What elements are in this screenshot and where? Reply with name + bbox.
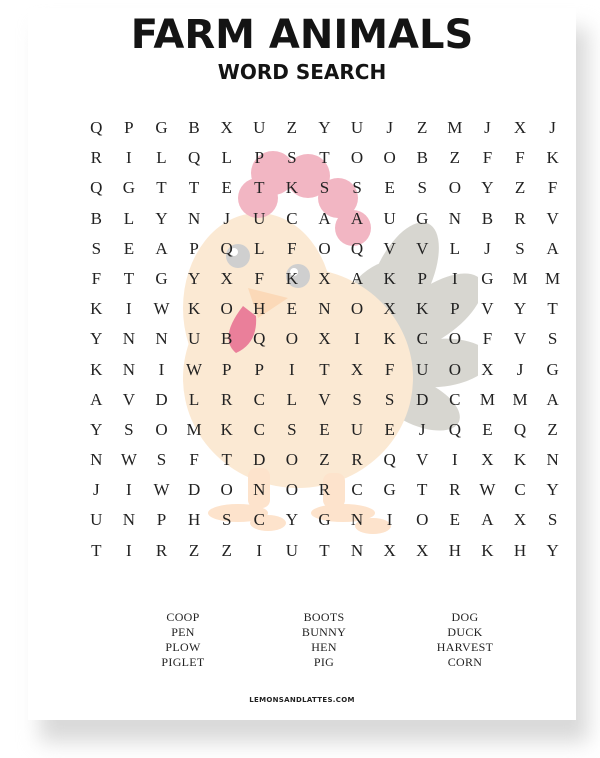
grid-letter: X bbox=[318, 329, 331, 349]
grid-letter: J bbox=[484, 238, 491, 258]
grid-letter: S bbox=[156, 450, 167, 470]
grid-letter: P bbox=[254, 359, 264, 379]
grid-letter: U bbox=[416, 359, 429, 379]
grid-letter: S bbox=[547, 510, 558, 530]
grid-letter: F bbox=[547, 178, 558, 198]
grid-letter: W bbox=[153, 299, 170, 319]
word-column-3 bbox=[420, 610, 510, 670]
grid-letter: Z bbox=[319, 450, 330, 470]
grid-letter: S bbox=[515, 238, 525, 258]
grid-letter: V bbox=[122, 389, 136, 409]
worksheet-page bbox=[28, 8, 576, 720]
grid-letter: I bbox=[451, 450, 458, 470]
grid-letter: K bbox=[285, 178, 298, 198]
grid-letter: S bbox=[384, 389, 395, 409]
grid-letter: I bbox=[354, 329, 360, 349]
grid-letter: F bbox=[515, 148, 525, 168]
word-item: HEN bbox=[311, 640, 337, 654]
grid-letter: M bbox=[186, 419, 202, 439]
grid-letter: G bbox=[122, 178, 136, 198]
grid-letter: D bbox=[416, 389, 429, 409]
grid-letter: R bbox=[514, 208, 526, 228]
word-item: PIG bbox=[313, 655, 335, 669]
grid-letter: L bbox=[221, 148, 232, 168]
grid-letter: H bbox=[448, 540, 461, 560]
grid-letter: N bbox=[318, 299, 331, 319]
grid-letter: F bbox=[482, 329, 493, 349]
site-footer: LEMONSANDLATTES.COM bbox=[249, 696, 355, 704]
grid-letter: N bbox=[155, 329, 168, 349]
grid-letter: I bbox=[126, 540, 132, 560]
grid-letter: B bbox=[221, 329, 233, 349]
word-item: BUNNY bbox=[301, 625, 347, 639]
grid-letter: O bbox=[285, 450, 298, 470]
grid-letter: H bbox=[253, 299, 266, 319]
grid-letter: F bbox=[189, 450, 199, 470]
grid-letter: M bbox=[545, 268, 561, 288]
grid-letter: K bbox=[513, 450, 527, 470]
grid-letter: U bbox=[350, 419, 364, 439]
grid-letter: P bbox=[450, 299, 460, 319]
grid-letter: K bbox=[220, 419, 233, 439]
grid-letter: A bbox=[546, 389, 559, 409]
grid-letter: N bbox=[546, 450, 559, 470]
grid-letter: T bbox=[417, 480, 428, 500]
grid-letter: U bbox=[253, 208, 266, 228]
grid-letter: M bbox=[479, 389, 495, 409]
grid-letter: P bbox=[417, 268, 427, 288]
grid-letter: V bbox=[416, 450, 429, 470]
grid-letter: O bbox=[448, 178, 461, 198]
grid-letter: V bbox=[318, 389, 331, 409]
grid-letter: E bbox=[449, 510, 461, 530]
grid-letter: V bbox=[416, 238, 429, 258]
grid-letter: F bbox=[287, 238, 297, 258]
grid-letter: M bbox=[512, 389, 528, 409]
grid-letter: L bbox=[123, 208, 135, 228]
grid-letter: W bbox=[153, 480, 170, 500]
grid-letter: I bbox=[126, 480, 132, 500]
grid-letter: W bbox=[479, 480, 496, 500]
grid-letter: Z bbox=[547, 419, 558, 439]
grid-letter: Y bbox=[187, 268, 201, 288]
grid-letter: A bbox=[318, 208, 331, 228]
grid-letter: N bbox=[350, 510, 364, 530]
grid-letter: K bbox=[383, 268, 396, 288]
grid-letter: E bbox=[221, 178, 232, 198]
grid-letter: O bbox=[350, 148, 364, 168]
grid-letter: O bbox=[285, 329, 298, 349]
word-item: COOP bbox=[166, 610, 200, 624]
grid-letter: J bbox=[549, 118, 556, 137]
word-item: PEN bbox=[171, 625, 195, 639]
grid-letter: T bbox=[319, 359, 330, 379]
grid-letter: J bbox=[484, 118, 491, 137]
letter-grid bbox=[80, 113, 569, 566]
grid-letter: N bbox=[90, 450, 103, 470]
word-column-1 bbox=[138, 610, 228, 670]
grid-letter: K bbox=[187, 299, 201, 319]
grid-letter: E bbox=[384, 178, 395, 198]
grid-letter: A bbox=[481, 510, 494, 530]
grid-letter: G bbox=[481, 268, 494, 288]
grid-letter: Z bbox=[286, 118, 298, 137]
grid-letter: T bbox=[156, 178, 167, 198]
grid-letter: U bbox=[253, 118, 266, 137]
grid-letter: Q bbox=[513, 419, 527, 439]
grid-letter: Y bbox=[90, 329, 103, 349]
grid-letter: Y bbox=[285, 510, 298, 530]
grid-letter: A bbox=[350, 268, 364, 288]
grid-letter: B bbox=[416, 148, 428, 168]
grid-letter: J bbox=[418, 419, 426, 439]
grid-letter: E bbox=[286, 299, 298, 319]
grid-letter: Q bbox=[383, 450, 396, 470]
grid-letter: Y bbox=[318, 118, 331, 137]
grid-letter: X bbox=[513, 118, 527, 137]
grid-letter: G bbox=[383, 480, 396, 500]
grid-letter: U bbox=[383, 208, 396, 228]
word-list bbox=[28, 610, 576, 670]
word-item: DUCK bbox=[447, 625, 483, 639]
grid-letter: B bbox=[481, 208, 494, 228]
grid-letter: C bbox=[253, 510, 265, 530]
grid-letter: R bbox=[221, 389, 233, 409]
grid-letter: J bbox=[92, 480, 100, 500]
grid-letter: S bbox=[287, 148, 297, 168]
grid-letter: A bbox=[350, 208, 364, 228]
grid-letter: I bbox=[451, 268, 458, 288]
grid-letter: N bbox=[122, 329, 136, 349]
grid-letter: X bbox=[481, 450, 494, 470]
grid-letter: C bbox=[253, 389, 265, 409]
grid-letter: I bbox=[256, 540, 263, 560]
grid-letter: M bbox=[447, 118, 463, 137]
word-item: BOOTS bbox=[303, 610, 345, 624]
grid-letter: L bbox=[156, 148, 167, 168]
grid-letter: A bbox=[90, 389, 103, 409]
grid-letter: O bbox=[448, 329, 461, 349]
grid-letter: C bbox=[351, 480, 363, 500]
grid-letter: Y bbox=[90, 419, 103, 439]
grid-letter: Q bbox=[90, 178, 103, 198]
grid-letter: Z bbox=[221, 540, 232, 560]
grid-letter: X bbox=[416, 540, 429, 560]
grid-letter: O bbox=[318, 238, 331, 258]
grid-letter: O bbox=[220, 480, 233, 500]
grid-letter: V bbox=[383, 238, 396, 258]
grid-letter: J bbox=[386, 118, 393, 137]
grid-letter: Q bbox=[220, 238, 233, 258]
grid-letter: S bbox=[547, 329, 558, 349]
grid-letter: Z bbox=[417, 118, 428, 137]
grid-letter: S bbox=[319, 178, 330, 198]
word-item: CORN bbox=[447, 655, 483, 669]
grid-letter: Y bbox=[546, 480, 559, 500]
grid-letter: N bbox=[187, 208, 201, 228]
grid-letter: T bbox=[547, 299, 558, 319]
grid-letter: Z bbox=[449, 148, 461, 168]
grid-letter: C bbox=[286, 208, 298, 228]
grid-letter: E bbox=[482, 419, 493, 439]
grid-letter: U bbox=[350, 118, 364, 137]
grid-letter: G bbox=[416, 208, 429, 228]
grid-letter: I bbox=[386, 510, 393, 530]
grid-letter: C bbox=[449, 389, 461, 409]
grid-letter: Y bbox=[155, 208, 168, 228]
grid-letter: T bbox=[254, 178, 265, 198]
grid-letter: X bbox=[350, 359, 364, 379]
grid-letter: L bbox=[286, 389, 298, 409]
grid-letter: S bbox=[352, 389, 362, 409]
grid-letter: F bbox=[384, 359, 395, 379]
grid-letter: I bbox=[126, 148, 132, 168]
grid-letter: P bbox=[156, 510, 167, 530]
grid-letter: A bbox=[546, 238, 559, 258]
grid-letter: F bbox=[254, 268, 264, 288]
grid-letter: E bbox=[384, 419, 395, 439]
grid-letter: O bbox=[448, 359, 461, 379]
grid-letter: J bbox=[516, 359, 524, 379]
grid-letter: P bbox=[189, 238, 199, 258]
grid-letter: V bbox=[481, 299, 494, 319]
grid-letter: A bbox=[155, 238, 168, 258]
page-title: FARM ANIMALS bbox=[130, 12, 474, 58]
grid-letter: X bbox=[383, 299, 396, 319]
grid-letter: S bbox=[124, 419, 134, 439]
word-item: PIGLET bbox=[161, 655, 205, 669]
grid-letter: R bbox=[155, 540, 168, 560]
grid-letter: L bbox=[449, 238, 461, 258]
grid-letter: K bbox=[546, 148, 559, 168]
grid-letter: W bbox=[186, 359, 203, 379]
word-item: PLOW bbox=[165, 640, 201, 654]
grid-letter: F bbox=[91, 268, 102, 288]
grid-letter: S bbox=[417, 178, 427, 198]
grid-letter: H bbox=[187, 510, 201, 530]
grid-letter: E bbox=[123, 238, 135, 258]
grid-letter: K bbox=[416, 299, 429, 319]
grid-letter: O bbox=[350, 299, 364, 319]
grid-letter: V bbox=[513, 329, 527, 349]
grid-letter: Q bbox=[253, 329, 266, 349]
grid-letter: S bbox=[221, 510, 232, 530]
word-item: DOG bbox=[451, 610, 479, 624]
grid-letter: C bbox=[514, 480, 526, 500]
grid-letter: G bbox=[155, 268, 168, 288]
grid-letter: Q bbox=[448, 419, 461, 439]
grid-letter: K bbox=[285, 268, 298, 288]
grid-letter: O bbox=[285, 480, 298, 500]
grid-letter: G bbox=[318, 510, 331, 530]
grid-letter: X bbox=[513, 510, 527, 530]
grid-letter: F bbox=[482, 148, 493, 168]
grid-letter: L bbox=[188, 389, 200, 409]
grid-letter: N bbox=[350, 540, 364, 560]
grid-letter: R bbox=[351, 450, 363, 470]
grid-letter: X bbox=[220, 268, 233, 288]
grid-letter: U bbox=[285, 540, 298, 560]
grid-letter: U bbox=[90, 510, 103, 530]
grid-letter: K bbox=[383, 329, 396, 349]
grid-letter: H bbox=[513, 540, 527, 560]
grid-letter: T bbox=[91, 540, 102, 560]
page-subtitle: WORD SEARCH bbox=[217, 60, 387, 84]
grid-letter: O bbox=[155, 419, 168, 439]
grid-letter: K bbox=[481, 540, 494, 560]
grid-letter: C bbox=[253, 419, 265, 439]
word-column-2 bbox=[279, 610, 369, 670]
grid-letter: K bbox=[90, 359, 103, 379]
grid-letter: Z bbox=[188, 540, 200, 560]
grid-letter: S bbox=[91, 238, 102, 258]
grid-letter: R bbox=[90, 148, 102, 168]
grid-letter: X bbox=[481, 359, 494, 379]
grid-letter: P bbox=[254, 148, 264, 168]
grid-letter: Y bbox=[546, 540, 559, 560]
grid-letter: N bbox=[253, 480, 266, 500]
grid-letter: G bbox=[546, 359, 559, 379]
grid-letter: Y bbox=[481, 178, 494, 198]
grid-letter: X bbox=[220, 118, 233, 137]
grid-letter: Q bbox=[350, 238, 364, 258]
grid-letter: X bbox=[318, 268, 331, 288]
grid-letter: C bbox=[416, 329, 428, 349]
grid-letter: N bbox=[122, 359, 136, 379]
grid-letter: P bbox=[124, 118, 134, 137]
grid-letter: Q bbox=[187, 148, 201, 168]
grid-letter: E bbox=[319, 419, 330, 439]
grid-letter: V bbox=[546, 208, 559, 228]
grid-letter: D bbox=[253, 450, 266, 470]
grid-letter: M bbox=[512, 268, 528, 288]
grid-letter: K bbox=[90, 299, 103, 319]
grid-letter: O bbox=[383, 148, 396, 168]
grid-letter: W bbox=[120, 450, 137, 470]
word-item: HARVEST bbox=[436, 640, 494, 654]
grid-letter: T bbox=[319, 148, 330, 168]
grid-letter: I bbox=[158, 359, 165, 379]
grid-letter: J bbox=[223, 208, 230, 228]
grid-letter: R bbox=[318, 480, 331, 500]
grid-letter: T bbox=[123, 268, 135, 288]
grid-letter: T bbox=[221, 450, 232, 470]
grid-letter: G bbox=[155, 118, 168, 137]
grid-letter: I bbox=[289, 359, 295, 379]
grid-letter: B bbox=[90, 208, 102, 228]
grid-letter: Y bbox=[513, 299, 527, 319]
grid-letter: S bbox=[352, 178, 362, 198]
grid-letter: T bbox=[319, 540, 330, 560]
grid-letter: D bbox=[155, 389, 168, 409]
grid-letter: O bbox=[416, 510, 429, 530]
grid-letter: R bbox=[449, 480, 461, 500]
grid-letter: P bbox=[221, 359, 232, 379]
grid-letter: X bbox=[383, 540, 396, 560]
grid-letter: Z bbox=[514, 178, 526, 198]
grid-letter: N bbox=[122, 510, 136, 530]
grid-letter: U bbox=[187, 329, 201, 349]
grid-letter: L bbox=[254, 238, 265, 258]
grid-letter: Q bbox=[90, 118, 103, 137]
grid-letter: I bbox=[126, 299, 132, 319]
grid-letter: T bbox=[188, 178, 200, 198]
grid-letter: S bbox=[287, 419, 297, 439]
grid-letter: D bbox=[187, 480, 201, 500]
grid-letter: N bbox=[448, 208, 461, 228]
grid-letter: B bbox=[188, 118, 200, 137]
grid-letter: O bbox=[220, 299, 233, 319]
